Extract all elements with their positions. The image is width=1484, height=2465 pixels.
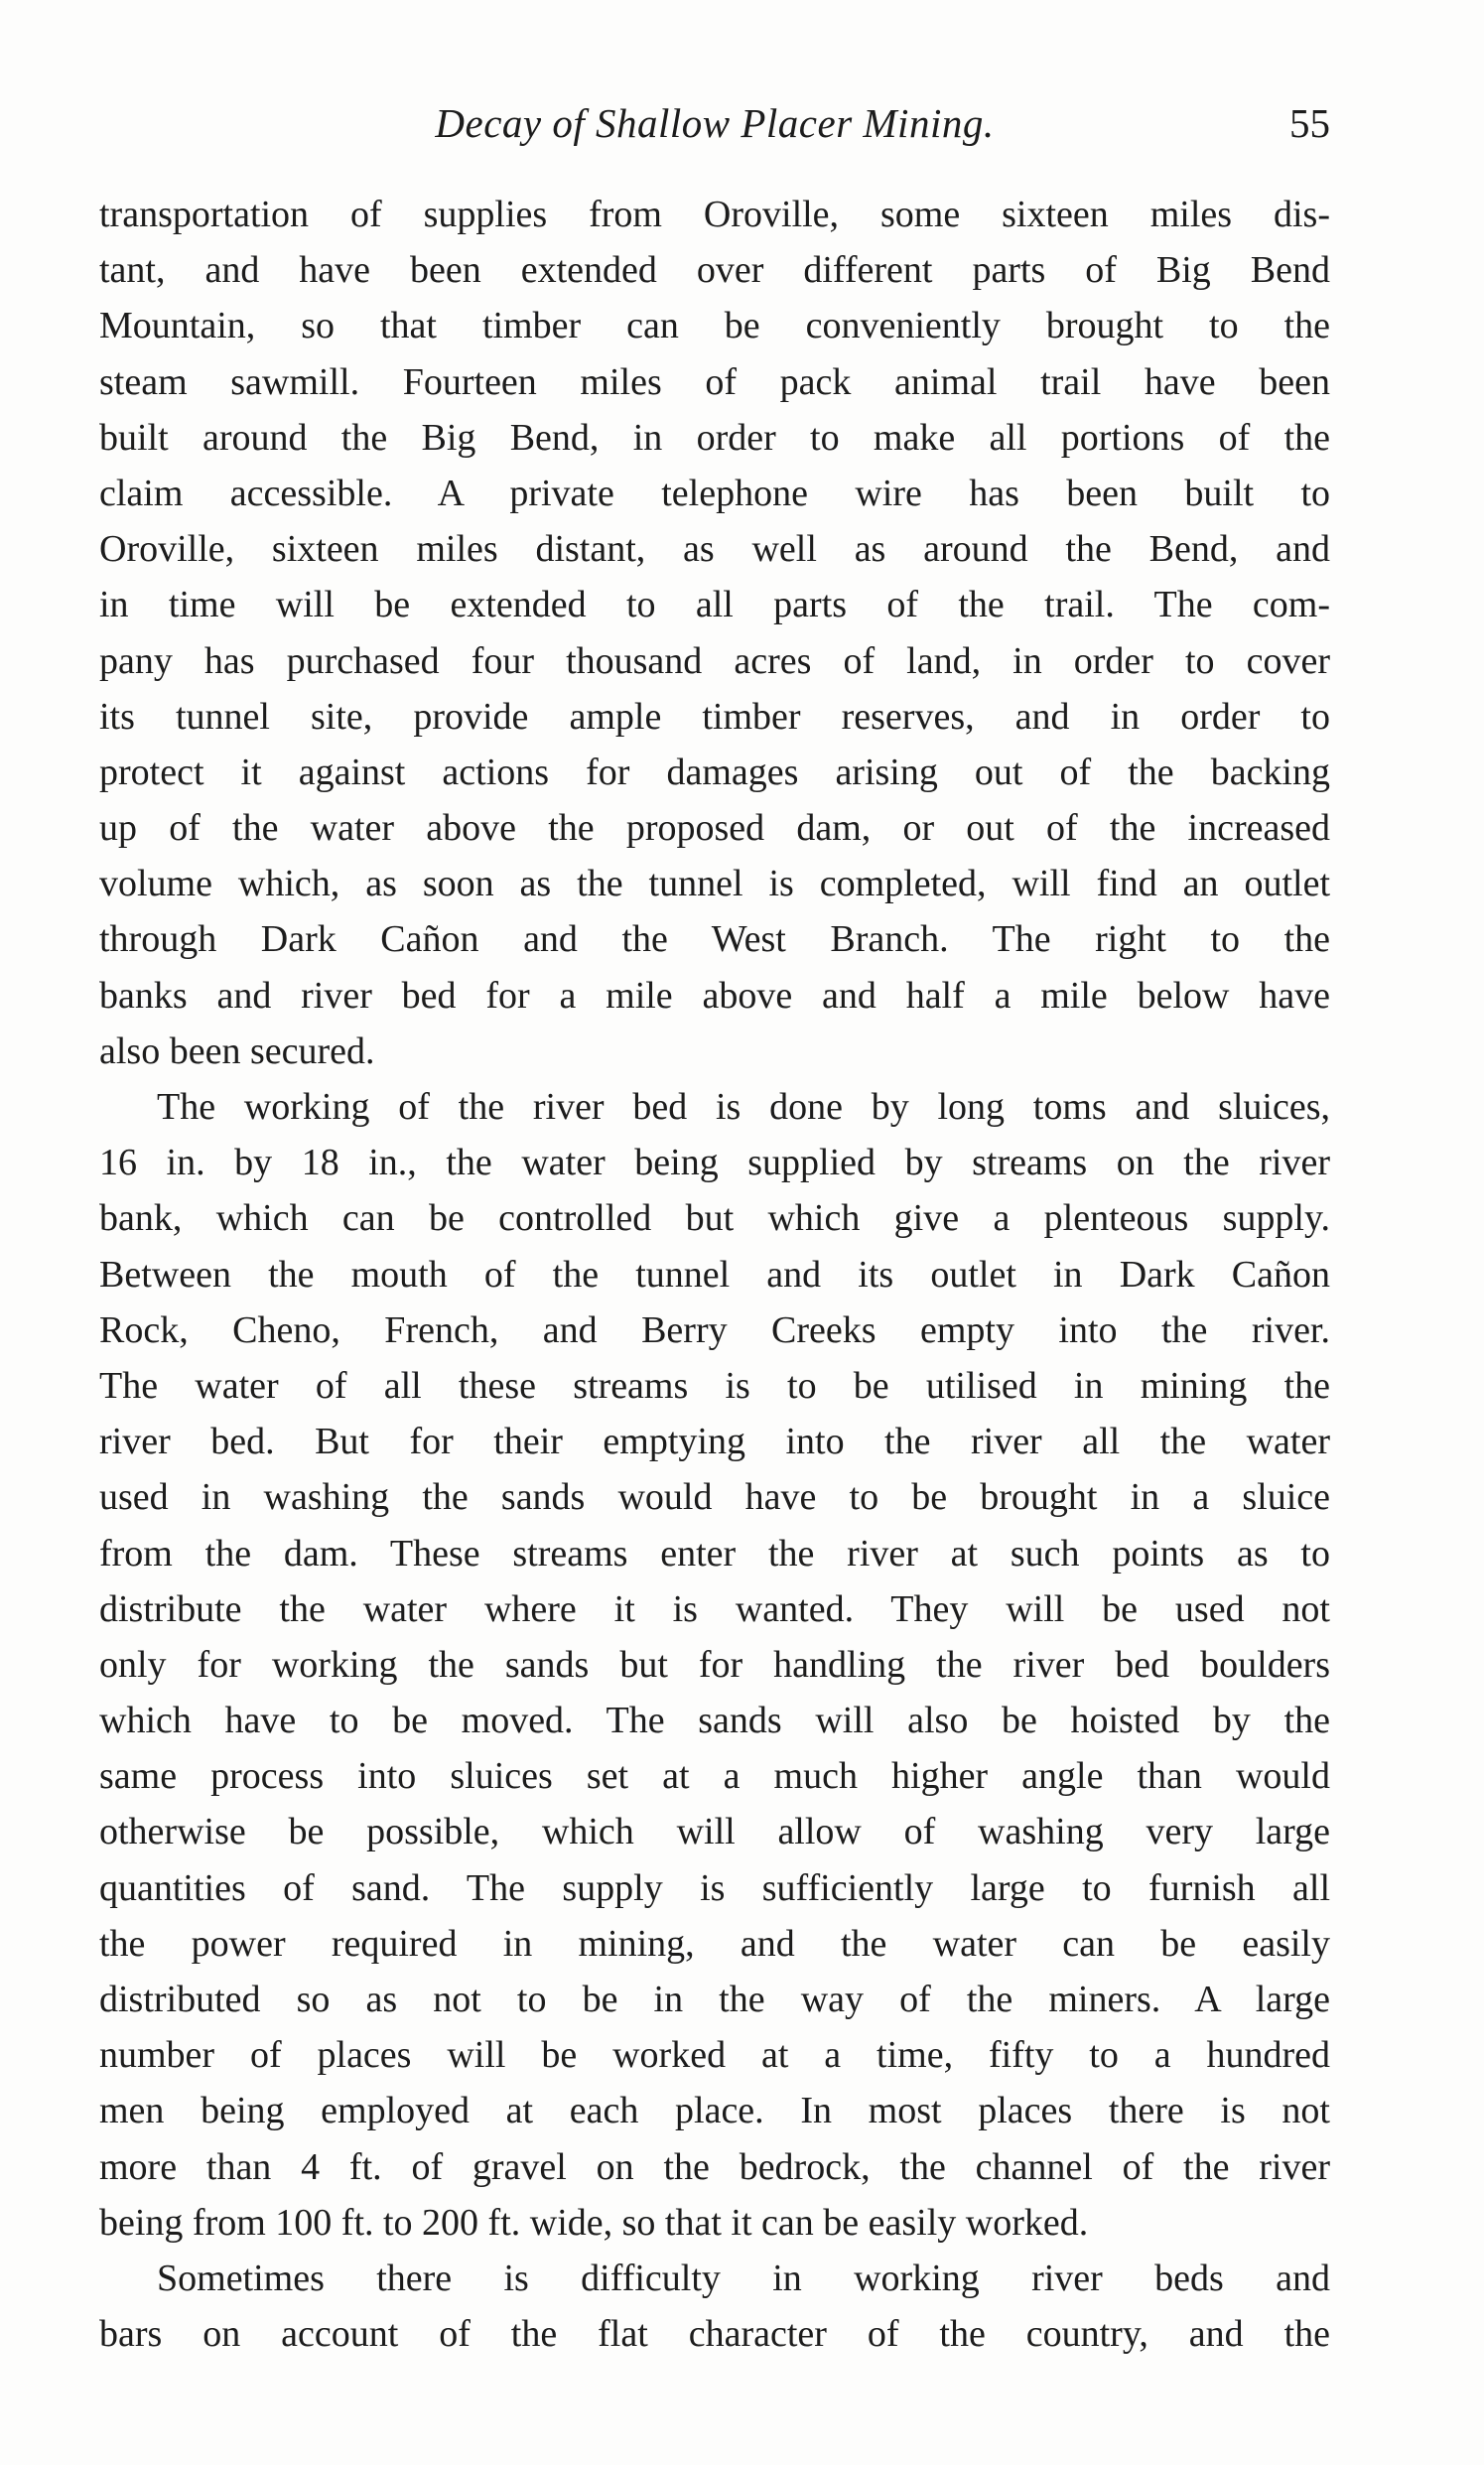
text-line: only for working the sands but for handling the river bed boulders bbox=[99, 1643, 1330, 1686]
text-line: pany has purchased four thousand acres of land, in order to cover bbox=[99, 639, 1330, 682]
text-line: Sometimes there is difficulty in working river beds and bbox=[157, 2257, 1330, 2299]
text-line: transportation of supplies from Oroville, some sixteen miles dis- bbox=[99, 194, 1330, 235]
text-line: men being employed at each place. In most places there is not bbox=[99, 2090, 1330, 2132]
text-line: its tunnel site, provide ample timber reserves, and in order to bbox=[99, 695, 1330, 738]
text-line: The water of all these streams is to be utilised in mining the bbox=[99, 1364, 1330, 1407]
text-line: river bed. But for their emptying into the river all the water bbox=[99, 1421, 1330, 1463]
text-line: the power required in mining, and the water can be easily bbox=[99, 1922, 1330, 1965]
text-line: protect it against actions for damages arising out of the backing bbox=[99, 751, 1330, 793]
running-head bbox=[99, 99, 1330, 159]
text-line: The working of the river bed is done by long toms and sluices, bbox=[157, 1086, 1330, 1128]
paragraph-3 bbox=[99, 2251, 1330, 2362]
text-line: Rock, Cheno, French, and Berry Creeks empty into the river. bbox=[99, 1308, 1330, 1351]
text-line: from the dam. These streams enter the river at such points as to bbox=[99, 1532, 1330, 1575]
text-line: also been secured. bbox=[99, 1029, 375, 1072]
text-line: claim accessible. A private telephone wire has been built to bbox=[99, 472, 1330, 514]
text-line: being from 100 ft. to 200 ft. wide, so that it can be easily worked. bbox=[99, 2201, 1089, 2244]
text-line: quantities of sand. The supply is sufficiently large to furnish all bbox=[99, 1866, 1330, 1909]
text-line: bank, which can be controlled but which give a plenteous supply. bbox=[99, 1197, 1330, 1240]
page-number: 55 bbox=[1289, 100, 1330, 146]
text-line: Oroville, sixteen miles distant, as well as around the Bend, and bbox=[99, 528, 1330, 571]
text-line: Mountain, so that timber can be conveniently brought to the bbox=[99, 305, 1330, 347]
text-line: steam sawmill. Fourteen miles of pack animal trail have been bbox=[99, 360, 1330, 403]
text-line: number of places will be worked at a time, fifty to a hundred bbox=[99, 2034, 1330, 2077]
body-text bbox=[99, 187, 1330, 2362]
text-line: bars on account of the flat character of the country, and the bbox=[99, 2313, 1330, 2356]
text-line: banks and river bed for a mile above and half a mile below have bbox=[99, 974, 1330, 1017]
text-line: through Dark Cañon and the West Branch. The right to the bbox=[99, 918, 1330, 961]
paragraph-2 bbox=[99, 1079, 1330, 2251]
text-line: Between the mouth of the tunnel and its outlet in Dark Cañon bbox=[99, 1253, 1330, 1296]
text-line: volume which, as soon as the tunnel is completed, will find an outlet bbox=[99, 863, 1330, 905]
text-line: used in washing the sands would have to be brought in a sluice bbox=[99, 1476, 1330, 1519]
text-line: distribute the water where it is wanted. They will be used not bbox=[99, 1587, 1330, 1630]
text-line: in time will be extended to all parts of the trail. The com- bbox=[99, 584, 1330, 626]
running-title: Decay of Shallow Placer Mining. bbox=[435, 100, 995, 146]
text-line: which have to be moved. The sands will also be hoisted by the bbox=[99, 1700, 1330, 1742]
text-line: up of the water above the proposed dam, or out of the increased bbox=[99, 807, 1330, 850]
text-line: built around the Big Bend, in order to make all portions of the bbox=[99, 416, 1330, 459]
text-line: tant, and have been extended over different parts of Big Bend bbox=[99, 249, 1330, 292]
paragraph-1 bbox=[99, 187, 1330, 1079]
text-line: 16 in. by 18 in., the water being supplied by streams on the river bbox=[99, 1142, 1330, 1184]
text-line: distributed so as not to be in the way of the miners. A large bbox=[99, 1979, 1330, 2020]
text-line: otherwise be possible, which will allow of washing very large bbox=[99, 1811, 1330, 1853]
text-line: same process into sluices set at a much higher angle than would bbox=[99, 1755, 1330, 1798]
text-line: more than 4 ft. of gravel on the bedrock, the channel of the river bbox=[99, 2145, 1330, 2188]
